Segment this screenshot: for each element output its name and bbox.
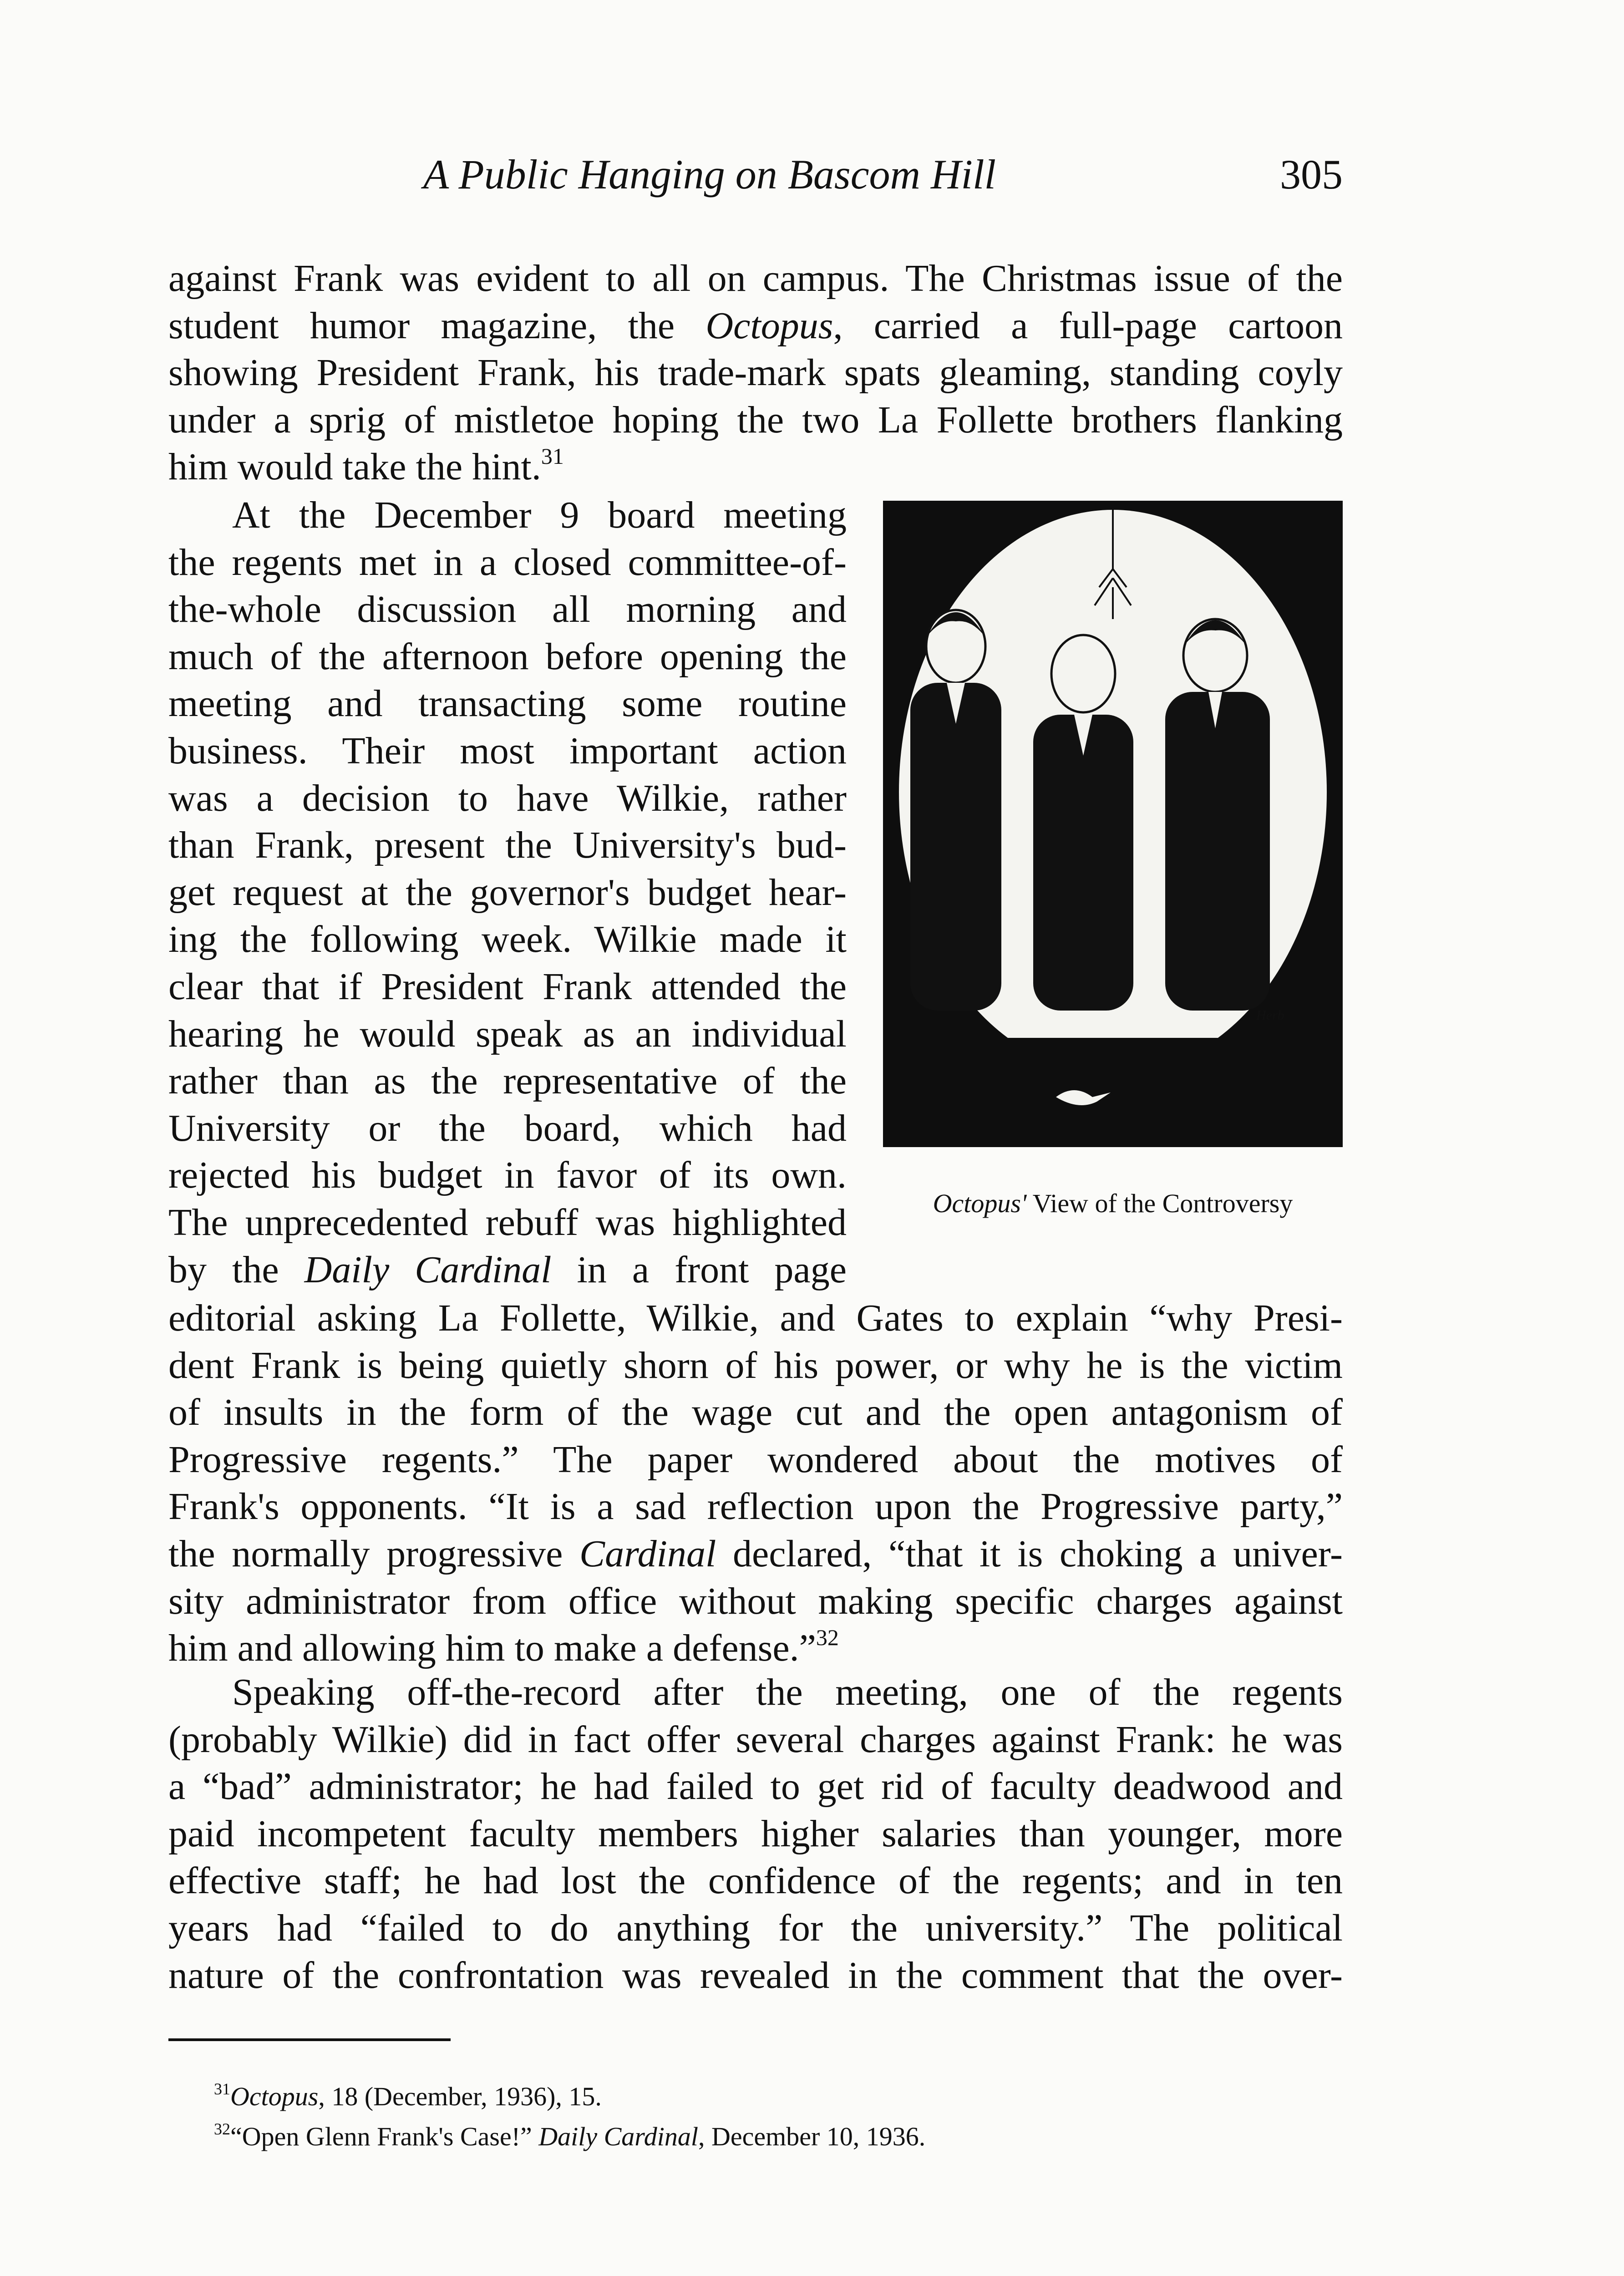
footnote-text: , 18 (December, 1936), 15. — [318, 2082, 602, 2111]
text-line — [168, 443, 1343, 491]
artist-signature: Herb — [1256, 1008, 1284, 1023]
footnote-title: Daily Cardinal — [538, 2122, 698, 2151]
text-line: showing President Frank, his trade-mark spats gleaming, standing coyly — [168, 351, 1343, 394]
text-line: under a sprig of mistletoe hoping the two La Follette brothers flanking — [168, 398, 1343, 441]
footnote-number: 32 — [214, 2120, 230, 2138]
text-line: than Frank, present the University's bud- — [168, 824, 847, 867]
footnote-number: 31 — [214, 2080, 230, 2098]
text-line: hearing he would speak as an individual — [168, 1012, 847, 1055]
text-line: much of the afternoon before opening the — [168, 635, 847, 678]
text-line: the normally progressive Cardinal declared, “that it is choking a univer- — [168, 1532, 1343, 1575]
footnote-rule — [168, 2038, 451, 2041]
text-line: Progressive regents.” The paper wondered about the motives of — [168, 1438, 1343, 1481]
running-head — [168, 150, 1343, 209]
text-line: was a decision to have Wilkie, rather — [168, 777, 847, 819]
text-line: meeting and transacting some routine — [168, 682, 847, 725]
text-line: The unprecedented rebuff was highlighted — [168, 1201, 847, 1244]
text-line: effective staff; he had lost the confidence of the regents; and in ten — [168, 1859, 1343, 1902]
footnote-text: , December 10, 1936. — [698, 2122, 926, 2151]
text-line: years had “failed to do anything for the university.” The political — [168, 1906, 1343, 1949]
text-line: At the December 9 board meeting — [232, 494, 847, 536]
footnote-31 — [214, 2081, 602, 2112]
footnote-ref[interactable]: 31 — [541, 443, 564, 469]
footnote-ref[interactable]: 32 — [816, 1625, 839, 1651]
text-line: the regents met in a closed committee-of- — [168, 541, 847, 584]
text-line: sity administrator from office without making specific charges against — [168, 1580, 1343, 1622]
text-line: ing the following week. Wilkie made it — [168, 918, 847, 961]
caption-text: View of the Controversy — [1026, 1189, 1293, 1218]
cartoon-figure — [883, 501, 1343, 1147]
footnote-lead: “Open Glenn Frank's Case!” — [230, 2122, 539, 2151]
text-line: (probably Wilkie) did in fact offer several charges against Frank: he was — [168, 1718, 1343, 1761]
running-title: A Public Hanging on Bascom Hill — [423, 151, 996, 198]
paragraph-2-full — [168, 1295, 1343, 1672]
text-line: Speaking off-the-record after the meeting, one of the regents — [232, 1671, 1343, 1713]
text-line: the-whole discussion all morning and — [168, 588, 847, 631]
text-line: editorial asking La Follette, Wilkie, and Gates to explain “why Presi- — [168, 1297, 1343, 1339]
text-line: paid incompetent faculty members higher salaries than younger, more — [168, 1812, 1343, 1855]
footnote-32 — [214, 2121, 925, 2152]
cartoon-illustration — [883, 501, 1343, 1147]
text-line: a “bad” administrator; he had failed to get rid of faculty deadwood and — [168, 1765, 1343, 1808]
footnote-title: Octopus — [230, 2082, 319, 2111]
text-line: him and allowing him to make a defense.”$^{32}$ — [168, 1625, 839, 1670]
text-line: Frank's opponents. “It is a sad reflection upon the Progressive party,” — [168, 1485, 1343, 1528]
text-line: of insults in the form of the wage cut and the open antagonism of — [168, 1391, 1343, 1434]
text-line: rather than as the representative of the — [168, 1060, 847, 1102]
text-line: rejected his budget in favor of its own. — [168, 1154, 847, 1197]
figure-caption — [883, 1188, 1343, 1219]
paragraph-2-narrow — [168, 492, 847, 1293]
text-line-content: him would take the hint. — [168, 446, 541, 488]
paragraph-1 — [168, 255, 1343, 491]
text-line: nature of the confrontation was revealed in the comment that the over- — [168, 1954, 1343, 1997]
text-line: by the Daily Cardinal in a front page — [168, 1248, 847, 1291]
text-line: clear that if President Frank attended the — [168, 965, 847, 1008]
text-line: dent Frank is being quietly shorn of his power, or why he is the victim — [168, 1344, 1343, 1387]
paragraph-3 — [168, 1669, 1343, 1999]
text-line: University or the board, which had — [168, 1107, 847, 1149]
page-number: 305 — [1280, 151, 1343, 198]
caption-italic: Octopus' — [933, 1189, 1027, 1218]
text-line: against Frank was evident to all on campus. The Christmas issue of the — [168, 257, 1343, 300]
text-line: student humor magazine, the Octopus, carried a full-page cartoon — [168, 304, 1343, 347]
text-line: get request at the governor's budget hear- — [168, 871, 847, 914]
text-line: business. Their most important action — [168, 729, 847, 772]
